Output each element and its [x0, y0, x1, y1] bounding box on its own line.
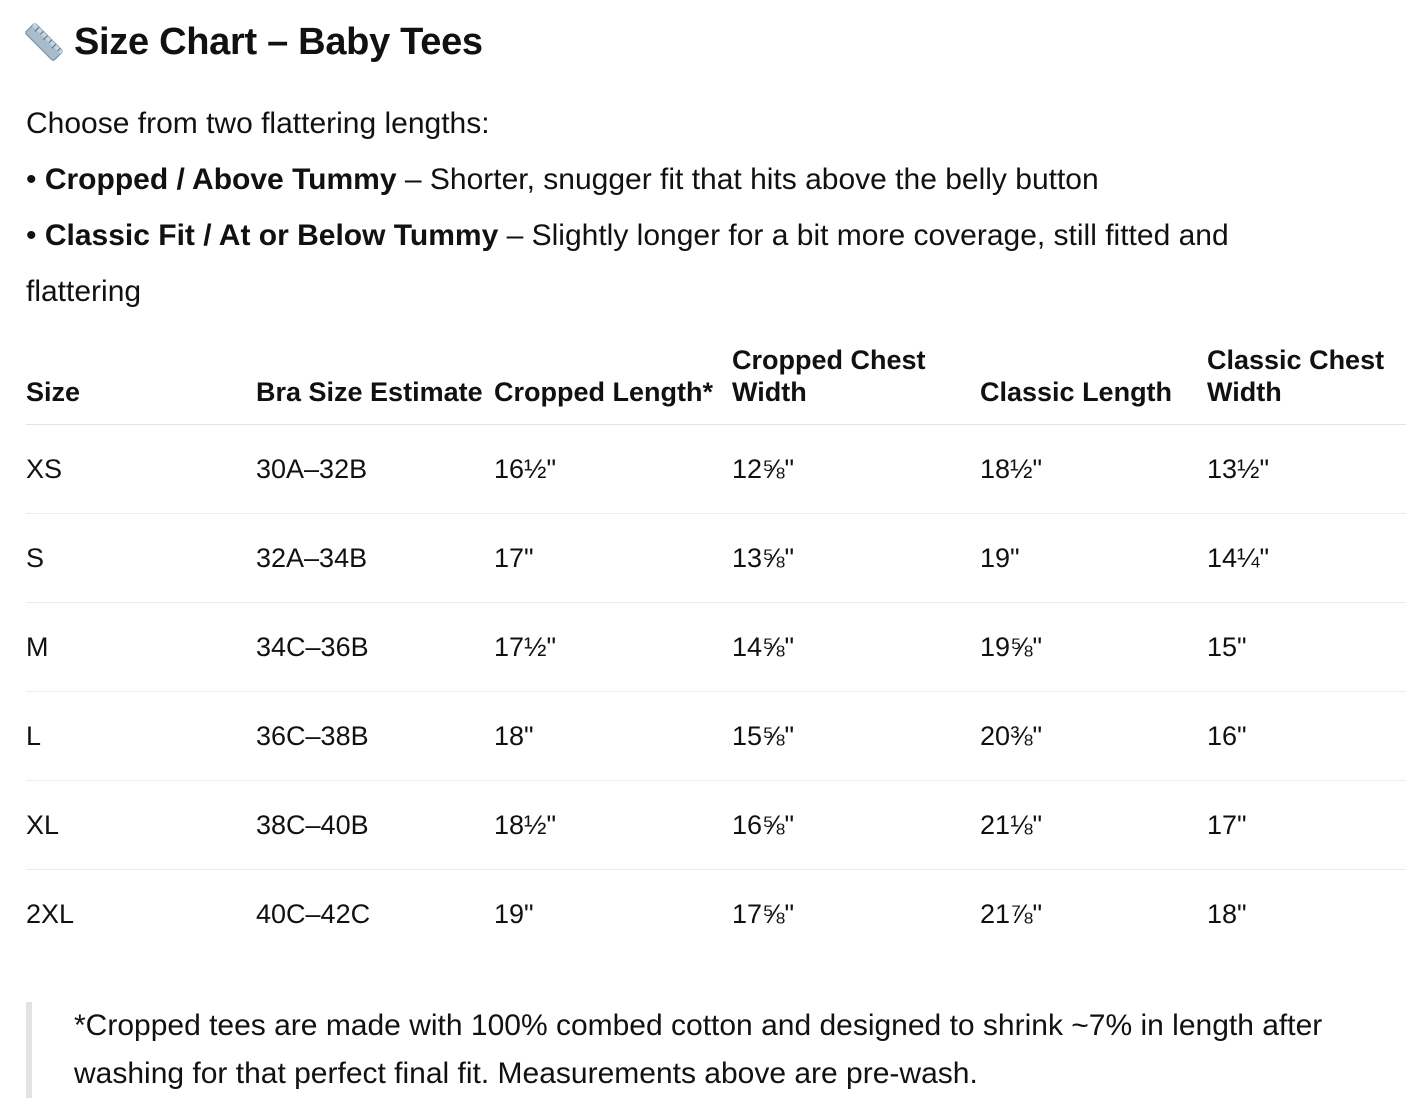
column-header-classic-chest: Classic Chest Width [1207, 336, 1406, 425]
table-cell: 13½" [1207, 425, 1406, 514]
table-cell: 21⅛" [980, 781, 1207, 870]
table-cell: L [26, 692, 256, 781]
column-header-classic-length: Classic Length [980, 336, 1207, 425]
table-cell: 17⅝" [732, 898, 795, 929]
table-row [26, 692, 1406, 781]
table-row [26, 781, 1406, 870]
bullet: • [26, 219, 45, 252]
table-cell: 17½" [494, 603, 732, 692]
column-header-cropped-length: Cropped Length* [494, 336, 732, 425]
table-cell: 18½" [980, 425, 1207, 514]
table-cell: XL [26, 781, 256, 870]
table-cell: 13⅝" [732, 514, 980, 603]
table-header-row [26, 336, 1406, 425]
table-cell: 34C–36B [256, 603, 494, 692]
table-cell: 16" [1207, 692, 1406, 781]
column-header-bra-size: Bra Size Estimate [256, 336, 494, 425]
option-name: Cropped / Above Tummy [44, 163, 397, 196]
table-cell: 2XL [26, 898, 75, 929]
table-cell: 19⅝" [980, 603, 1207, 692]
table-cell: 14⅝" [732, 603, 980, 692]
table-cell: 21⅞" [980, 898, 1043, 929]
table-cell: 30A–32B [256, 425, 494, 514]
ruler-icon [22, 20, 66, 64]
table-cell: 36C–38B [256, 692, 494, 781]
table-cell: 20⅜" [980, 692, 1207, 781]
table-row [26, 514, 1406, 603]
table-cell: 16⅝" [732, 781, 980, 870]
table-cell: 15⅝" [732, 692, 980, 781]
table-cell: 18" [1207, 898, 1247, 929]
size-table [26, 336, 1406, 958]
table-cell: 18" [494, 692, 732, 781]
table-cell: S [26, 514, 256, 603]
option-description: – Slightly longer for a bit more coverage, still fitted and flattering [26, 219, 1229, 308]
table-cell: 17" [494, 514, 732, 603]
intro-section [26, 96, 1326, 320]
table-cell: 19" [494, 898, 534, 929]
column-header-cropped-chest: Cropped Chest Width [732, 336, 980, 425]
table-cell: 14¼" [1207, 514, 1406, 603]
table-row [26, 603, 1406, 692]
title-row [22, 14, 483, 70]
option-name: Classic Fit / At or Below Tummy [44, 219, 499, 252]
table-cell: 17" [1207, 781, 1406, 870]
table-cell: 19" [980, 514, 1207, 603]
bullet: • [26, 163, 45, 196]
intro-lead: Choose from two flattering lengths: [26, 107, 490, 140]
table-cell: 40C–42C [256, 898, 371, 929]
page-title: Size Chart – Baby Tees [74, 20, 483, 63]
footnote-blockquote: *Cropped tees are made with 100% combed cotton and designed to shrink ~7% in length after washing for that perfect final fit. Measurements above are pre-wash. [26, 1002, 1324, 1098]
table-row [26, 425, 1406, 514]
table-cell: 12⅝" [732, 425, 980, 514]
table-row [26, 870, 1406, 959]
column-header-size: Size [26, 336, 256, 425]
table-cell: 15" [1207, 603, 1406, 692]
option-cropped [26, 152, 1326, 208]
option-description: – Shorter, snugger fit that hits above the belly button [396, 163, 1099, 196]
table-cell: XS [26, 425, 256, 514]
table-cell: 38C–40B [256, 781, 494, 870]
table-cell: 32A–34B [256, 514, 494, 603]
option-classic [26, 208, 1326, 320]
table-cell: M [26, 603, 256, 692]
table-cell: 18½" [494, 781, 732, 870]
table-cell: 16½" [494, 425, 732, 514]
